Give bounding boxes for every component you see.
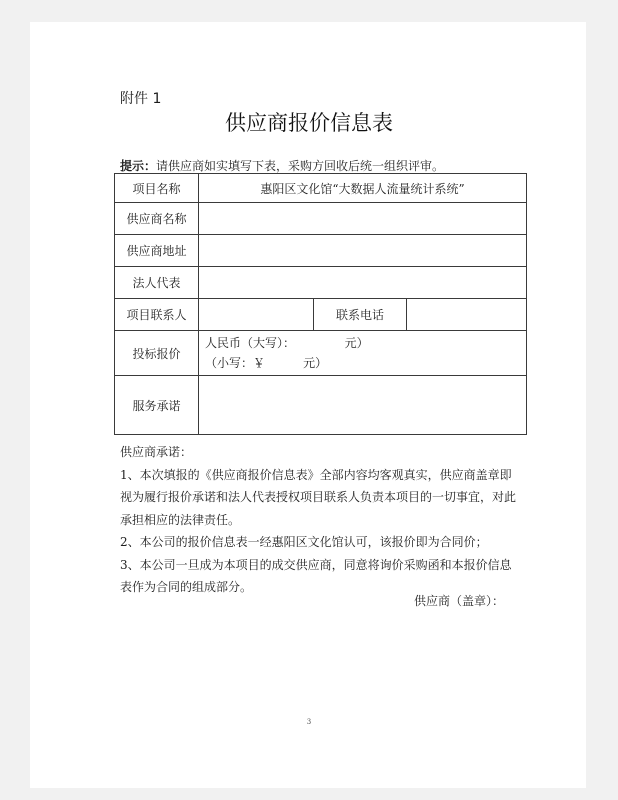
- table-row: [115, 235, 527, 267]
- contact-phone-label: 联系电话: [314, 299, 407, 331]
- supplier-name-field[interactable]: [199, 203, 527, 235]
- legal-rep-label: 法人代表: [115, 267, 199, 299]
- table-row: [115, 299, 527, 331]
- table-row: [115, 203, 527, 235]
- supplier-seal-label: 供应商（盖章）：: [414, 594, 505, 608]
- project-name-label: 项目名称: [115, 174, 199, 203]
- commitment-heading: 供应商承诺：: [120, 445, 193, 459]
- table-row: [115, 174, 527, 203]
- bid-price-field[interactable]: [199, 331, 527, 376]
- project-contact-label: 项目联系人: [115, 299, 199, 331]
- table-row: [115, 267, 527, 299]
- supplier-name-label: 供应商名称: [115, 203, 199, 235]
- table-row: [115, 331, 527, 376]
- page-title: 供应商报价信息表: [225, 111, 393, 135]
- contact-phone-field[interactable]: [407, 299, 527, 331]
- hint-label: 提示：: [120, 159, 157, 173]
- quote-form-table: [114, 173, 527, 435]
- supplier-address-field[interactable]: [199, 235, 527, 267]
- hint-text: 请供应商如实填写下表，采购方回收后统一组织评审。: [156, 159, 445, 173]
- commitment-item-2: 2、本公司的报价信息表一经惠阳区文化馆认可，该报价即为合同价；: [120, 535, 488, 549]
- legal-rep-field[interactable]: [199, 267, 527, 299]
- service-field[interactable]: [199, 376, 527, 435]
- commitment-section: [120, 441, 516, 599]
- commitment-item-3: 3、本公司一旦成为本项目的成交供应商，同意将询价采购函和本报价信息表作为合同的组成部分。: [120, 557, 512, 594]
- table-row: [115, 376, 527, 435]
- supplier-address-label: 供应商地址: [115, 235, 199, 267]
- bid-price-uppercase: 人民币（大写）： 元）: [205, 336, 369, 350]
- project-name-value: 惠阳区文化馆“大数据人流量统计系统”: [199, 174, 527, 203]
- hint-line: [120, 157, 444, 174]
- service-label: 服务承诺: [115, 376, 199, 435]
- bid-price-lowercase: （小写：￥ 元）: [205, 356, 328, 370]
- attachment-label: 附件 1: [120, 91, 162, 107]
- bid-price-label: 投标报价: [115, 331, 199, 376]
- page-number: 3: [306, 718, 312, 726]
- project-contact-field[interactable]: [199, 299, 314, 331]
- commitment-item-1: 1、本次填报的《供应商报价信息表》全部内容均客观真实，供应商盖章即视为履行报价承诺和法人代表授权项目联系人负责本项目的一切事宜，对此承担相应的法律责任。: [120, 467, 517, 527]
